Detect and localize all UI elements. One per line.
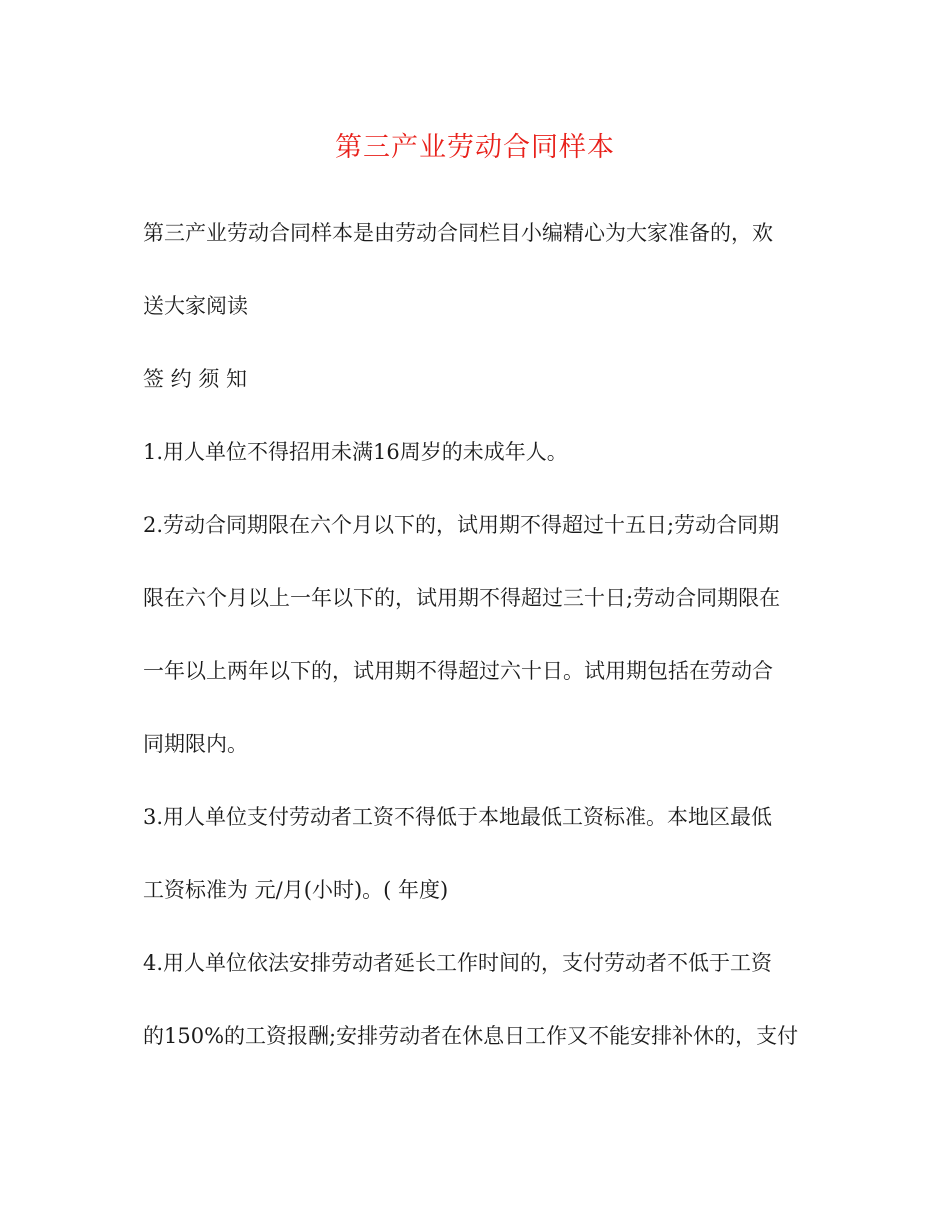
clause-3-line-2: 工资标准为 元/月(小时)。( 年度) — [143, 878, 449, 902]
clause-2-line-2: 限在六个月以上一年以下的，试用期不得超过三十日;劳动合同期限在 — [143, 586, 781, 610]
clause-3-line-1: 3.用人单位支付劳动者工资不得低于本地最低工资标准。本地区最低 — [143, 805, 773, 829]
clause-1-line-1: 1.用人单位不得招用未满16周岁的未成年人。 — [143, 440, 568, 464]
clause-2-line-4: 同期限内。 — [143, 732, 248, 756]
intro-line-2: 送大家阅读 — [143, 294, 248, 318]
clause-2-line-1: 2.劳动合同期限在六个月以下的，试用期不得超过十五日;劳动合同期 — [143, 513, 780, 537]
document-body — [143, 208, 813, 1084]
clause-2-line-3: 一年以上两年以下的，试用期不得超过六十日。试用期包括在劳动合 — [143, 659, 773, 683]
intro-line-1: 第三产业劳动合同样本是由劳动合同栏目小编精心为大家准备的，欢 — [143, 221, 773, 245]
document-title: 第三产业劳动合同样本 — [335, 132, 615, 163]
section-heading: 签 约 须 知 — [143, 367, 248, 391]
clause-4-line-1: 4.用人单位依法安排劳动者延长工作时间的，支付劳动者不低于工资 — [143, 951, 773, 975]
clause-4-line-2: 的150%的工资报酬;安排劳动者在休息日工作又不能安排补休的，支付 — [143, 1024, 799, 1048]
